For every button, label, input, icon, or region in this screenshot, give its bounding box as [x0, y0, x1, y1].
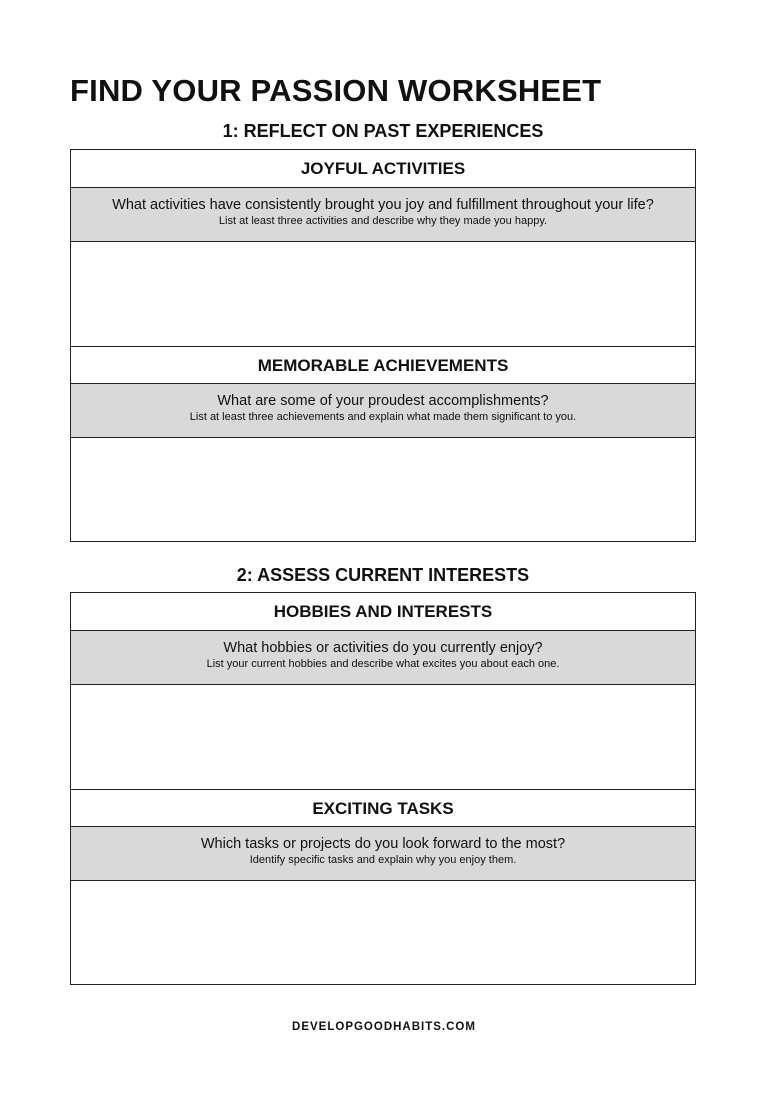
prompt-question: Which tasks or projects do you look forward to the most? [200, 836, 566, 852]
footer-website: DEVELOPGOODHABITS.COM [292, 1021, 476, 1033]
answer-box-joyful-activities[interactable] [71, 242, 695, 346]
section-assess-current-interests [70, 592, 696, 985]
prompt-instruction: List your current hobbies and describe what excites you about each one. [206, 658, 560, 670]
block-header: EXCITING TASKS [71, 789, 695, 827]
block-header: JOYFUL ACTIVITIES [71, 150, 695, 188]
block-header: HOBBIES AND INTERESTS [71, 593, 695, 631]
answer-box-exciting-tasks[interactable] [71, 881, 695, 984]
answer-box-hobbies-and-interests[interactable] [71, 685, 695, 789]
block-header: MEMORABLE ACHIEVEMENTS [71, 346, 695, 384]
prompt-area [71, 384, 695, 438]
block-joyful-activities [71, 150, 695, 346]
prompt-area [71, 827, 695, 881]
section-heading-reflect: 1: REFLECT ON PAST EXPERIENCES [222, 121, 544, 141]
prompt-area [71, 188, 695, 242]
block-exciting-tasks [71, 789, 695, 984]
prompt-area [71, 631, 695, 685]
block-hobbies-and-interests [71, 593, 695, 789]
prompt-question: What are some of your proudest accomplishments? [217, 393, 549, 409]
section-reflect-past-experiences [70, 149, 696, 542]
prompt-instruction: List at least three achievements and explain what made them significant to you. [189, 411, 577, 423]
prompt-instruction: List at least three activities and describe why they made you happy. [218, 215, 548, 227]
prompt-question: What hobbies or activities do you currently enjoy? [223, 640, 543, 656]
page-title: FIND YOUR PASSION WORKSHEET [70, 73, 602, 108]
prompt-instruction: Identify specific tasks and explain why you enjoy them. [249, 854, 517, 866]
block-memorable-achievements [71, 346, 695, 541]
answer-box-memorable-achievements[interactable] [71, 438, 695, 541]
section-heading-assess: 2: ASSESS CURRENT INTERESTS [236, 565, 530, 585]
prompt-question: What activities have consistently brought you joy and fulfillment throughout your life? [112, 197, 654, 213]
